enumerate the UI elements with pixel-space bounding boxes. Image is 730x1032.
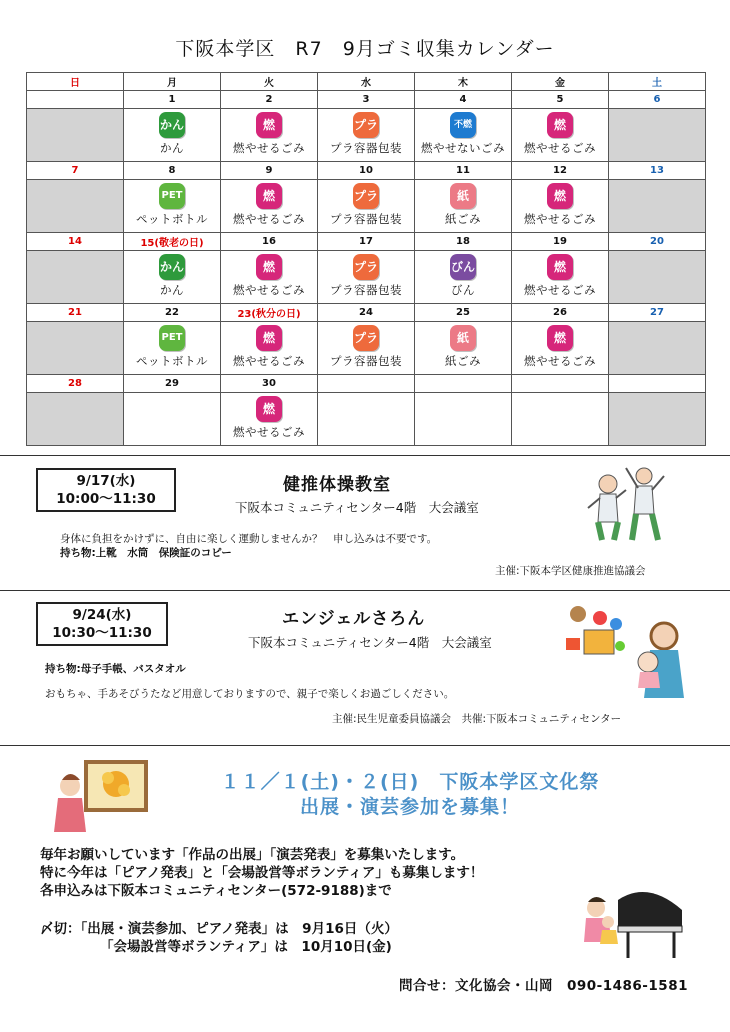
item-row	[27, 180, 706, 233]
collection-label: かん	[160, 141, 184, 155]
date-cell: 6	[609, 91, 706, 109]
date-cell: 7	[27, 162, 124, 180]
date-row	[27, 91, 706, 109]
collection-label: 紙ごみ	[445, 354, 481, 368]
collection-cell	[609, 393, 706, 446]
date-cell: 25	[415, 304, 512, 322]
collection-cell	[609, 322, 706, 375]
moe-badge-icon: 燃	[547, 183, 573, 209]
date-cell: 30	[221, 375, 318, 393]
pura-badge-icon: プラ	[353, 325, 379, 351]
event1-place: 下阪本コミュニティセンター4階 大会議室	[235, 500, 479, 515]
date-cell: 15(敬老の日)	[124, 233, 221, 251]
collection-cell	[221, 109, 318, 162]
event1-host: 主催:下阪本学区健康推進協議会	[495, 565, 646, 577]
collection-cell	[221, 180, 318, 233]
collection-label: プラ容器包装	[330, 354, 402, 368]
date-cell: 24	[318, 304, 415, 322]
date-cell	[512, 375, 609, 393]
date-cell: 20	[609, 233, 706, 251]
date-cell: 8	[124, 162, 221, 180]
event1-desc: 身体に負担をかけずに、自由に楽しく運動しませんか？ 申し込みは不要です。	[60, 533, 438, 545]
event2-desc: おもちゃ、手あそびうたなど用意しておりますので、親子で楽しくお過ごしください。	[45, 688, 455, 700]
moe-badge-icon: 燃	[256, 183, 282, 209]
event2-datebox	[36, 602, 168, 646]
collection-cell	[415, 180, 512, 233]
collection-cell	[609, 180, 706, 233]
kami-badge-icon: 紙	[450, 183, 476, 209]
item-row	[27, 109, 706, 162]
date-cell	[318, 375, 415, 393]
date-cell: 17	[318, 233, 415, 251]
event2-date: 9/24(水)	[72, 607, 132, 623]
date-cell: 16	[221, 233, 318, 251]
collection-cell	[609, 251, 706, 304]
bin-badge-icon: びん	[450, 254, 476, 280]
collection-label: 燃やせるごみ	[233, 283, 305, 297]
item-row	[27, 393, 706, 446]
date-cell	[609, 375, 706, 393]
weekday-header-row	[27, 73, 706, 91]
collection-label: ペットボトル	[136, 212, 208, 226]
moe-badge-icon: 燃	[256, 112, 282, 138]
weekday-tue: 火	[221, 73, 318, 91]
date-cell: 3	[318, 91, 415, 109]
collection-cell	[318, 180, 415, 233]
event1-title: 健推体操教室	[283, 475, 391, 495]
piano-illustration	[578, 880, 688, 960]
collection-label: 燃やせるごみ	[233, 212, 305, 226]
moe-badge-icon: 燃	[547, 112, 573, 138]
collection-label: プラ容器包装	[330, 212, 402, 226]
collection-cell	[27, 393, 124, 446]
collection-label: 燃やせるごみ	[524, 212, 596, 226]
exercise-people-illustration	[582, 462, 674, 542]
date-cell: 10	[318, 162, 415, 180]
contact-info: 問合せ：文化協会・山岡 090-1486-1581	[398, 978, 688, 994]
collection-label: 燃やせるごみ	[524, 283, 596, 297]
moe-badge-icon: 燃	[256, 396, 282, 422]
weekday-wed: 水	[318, 73, 415, 91]
event2-place: 下阪本コミュニティセンター4階 大会議室	[248, 635, 492, 650]
date-cell: 19	[512, 233, 609, 251]
event2-bring: 持ち物:母子手帳、バスタオル	[45, 663, 186, 675]
collection-label: 燃やせるごみ	[233, 141, 305, 155]
divider	[0, 455, 730, 456]
collection-label: 燃やせるごみ	[524, 354, 596, 368]
festival-line1: 毎年お願いしています「作品の出展」「演芸発表」を募集いたします。	[40, 847, 465, 863]
collection-cell	[512, 109, 609, 162]
date-cell: 5	[512, 91, 609, 109]
collection-cell	[318, 251, 415, 304]
date-row	[27, 375, 706, 393]
date-cell: 2	[221, 91, 318, 109]
event1-time: 10:00～11:30	[56, 491, 156, 507]
collection-label: 燃やせるごみ	[233, 425, 305, 439]
event1-date: 9/17(水)	[76, 473, 136, 489]
collection-cell	[415, 393, 512, 446]
pet-badge-icon: PET	[159, 325, 185, 351]
date-cell: 28	[27, 375, 124, 393]
date-cell: 12	[512, 162, 609, 180]
date-cell: 13	[609, 162, 706, 180]
weekday-thu: 木	[415, 73, 512, 91]
collection-cell	[415, 251, 512, 304]
moe-badge-icon: 燃	[256, 254, 282, 280]
pet-badge-icon: PET	[159, 183, 185, 209]
collection-cell	[124, 251, 221, 304]
collection-label: びん	[451, 283, 475, 297]
pura-badge-icon: プラ	[353, 112, 379, 138]
mother-baby-illustration	[630, 618, 690, 700]
collection-cell	[318, 322, 415, 375]
festival-deadline2: 「会場設営等ボランティア」は 10月10日(金)	[100, 939, 392, 955]
event2-title: エンジェルさろん	[282, 609, 426, 629]
date-cell: 23(秋分の日)	[221, 304, 318, 322]
kan-badge-icon: かん	[159, 254, 185, 280]
collection-cell	[512, 251, 609, 304]
collection-label: かん	[160, 283, 184, 297]
date-cell: 14	[27, 233, 124, 251]
date-row	[27, 233, 706, 251]
moe-badge-icon: 燃	[547, 254, 573, 280]
collection-cell	[318, 109, 415, 162]
collection-label: ペットボトル	[136, 354, 208, 368]
pura-badge-icon: プラ	[353, 254, 379, 280]
collection-label: 燃やせないごみ	[421, 141, 505, 155]
event2-host: 主催:民生児童委員協議会 共催:下阪本コミュニティセンター	[332, 713, 622, 725]
date-cell: 27	[609, 304, 706, 322]
date-cell: 26	[512, 304, 609, 322]
kan-badge-icon: かん	[159, 112, 185, 138]
weekday-mon: 月	[124, 73, 221, 91]
festival-deadline1: 〆切：「出展・演芸参加、ピアノ発表」は 9月16日（火）	[40, 921, 398, 937]
collection-cell	[124, 109, 221, 162]
collection-label: 燃やせるごみ	[233, 354, 305, 368]
event2-time: 10:30～11:30	[52, 625, 152, 641]
weekday-sat: 土	[609, 73, 706, 91]
page-title: 下阪本学区 R7 9月ゴミ収集カレンダー	[175, 38, 555, 60]
festival-title-line2: 出展・演芸参加を募集！	[299, 796, 520, 818]
festival-title-line1: １１／１(土)・２(日) 下阪本学区文化祭	[220, 771, 600, 793]
collection-cell	[415, 109, 512, 162]
moe-badge-icon: 燃	[547, 325, 573, 351]
date-cell: 4	[415, 91, 512, 109]
date-cell: 21	[27, 304, 124, 322]
date-cell: 18	[415, 233, 512, 251]
festival-line2: 特に今年は「ピアノ発表」と「会場設営等ボランティア」も募集します！	[40, 865, 484, 881]
collection-cell	[221, 322, 318, 375]
date-cell: 11	[415, 162, 512, 180]
collection-label: プラ容器包装	[330, 141, 402, 155]
divider	[0, 745, 730, 746]
date-cell	[415, 375, 512, 393]
festival-title	[150, 770, 670, 820]
collection-cell	[512, 393, 609, 446]
pura-badge-icon: プラ	[353, 183, 379, 209]
date-cell: 29	[124, 375, 221, 393]
garbage-calendar	[26, 72, 706, 446]
moe-badge-icon: 燃	[256, 325, 282, 351]
kami-badge-icon: 紙	[450, 325, 476, 351]
collection-cell	[318, 393, 415, 446]
collection-label: プラ容器包装	[330, 283, 402, 297]
date-cell	[27, 91, 124, 109]
date-cell: 9	[221, 162, 318, 180]
collection-cell	[609, 109, 706, 162]
painting-illustration	[50, 758, 150, 836]
weekday-sun: 日	[27, 73, 124, 91]
collection-cell	[221, 251, 318, 304]
collection-cell	[512, 180, 609, 233]
date-cell: 1	[124, 91, 221, 109]
divider	[0, 590, 730, 591]
collection-cell	[124, 393, 221, 446]
event1-datebox	[36, 468, 176, 512]
collection-cell	[124, 180, 221, 233]
collection-cell	[27, 109, 124, 162]
item-row	[27, 322, 706, 375]
event1-bring: 持ち物:上靴 水筒 保険証のコピー	[60, 547, 232, 559]
collection-cell	[415, 322, 512, 375]
collection-cell	[124, 322, 221, 375]
date-cell: 22	[124, 304, 221, 322]
festival-line3: 各申込みは下阪本コミュニティセンター(572-9188)まで	[40, 883, 392, 899]
toys-illustration	[562, 600, 632, 660]
date-row	[27, 162, 706, 180]
collection-cell	[512, 322, 609, 375]
date-row	[27, 304, 706, 322]
collection-cell	[27, 322, 124, 375]
collection-cell	[27, 180, 124, 233]
item-row	[27, 251, 706, 304]
collection-label: 紙ごみ	[445, 212, 481, 226]
collection-cell	[221, 393, 318, 446]
collection-label: 燃やせるごみ	[524, 141, 596, 155]
funen-badge-icon: 不燃	[450, 112, 476, 138]
collection-cell	[27, 251, 124, 304]
weekday-fri: 金	[512, 73, 609, 91]
